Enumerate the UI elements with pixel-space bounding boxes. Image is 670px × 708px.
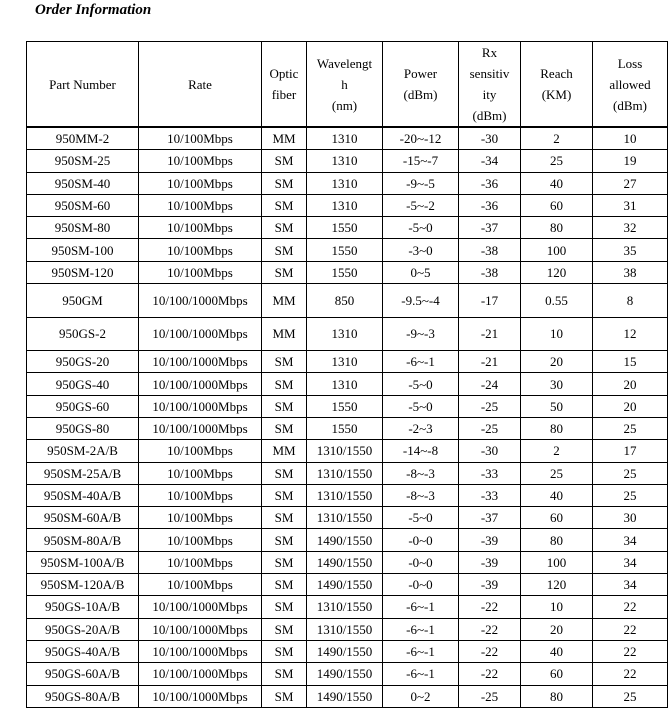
cell-rx-sensitivity: -39 xyxy=(459,551,521,573)
cell-wavelength: 1490/1550 xyxy=(307,529,383,551)
cell-optic-fiber: SM xyxy=(262,484,307,506)
cell-rx-sensitivity: -38 xyxy=(459,239,521,261)
order-table xyxy=(26,41,668,708)
cell-wavelength: 1310 xyxy=(307,194,383,216)
cell-loss-allowed: 34 xyxy=(593,551,668,573)
cell-reach: 40 xyxy=(521,172,593,194)
cell-loss-allowed: 25 xyxy=(593,462,668,484)
cell-loss-allowed: 8 xyxy=(593,284,668,318)
cell-power: -9~-5 xyxy=(383,172,459,194)
cell-loss-allowed: 17 xyxy=(593,440,668,462)
cell-wavelength: 1310/1550 xyxy=(307,484,383,506)
cell-rate: 10/100/1000Mbps xyxy=(139,373,262,395)
cell-reach: 60 xyxy=(521,663,593,685)
cell-rate: 10/100/1000Mbps xyxy=(139,395,262,417)
cell-loss-allowed: 34 xyxy=(593,574,668,596)
table-row xyxy=(27,150,668,172)
cell-wavelength: 1310/1550 xyxy=(307,596,383,618)
cell-power: -5~0 xyxy=(383,373,459,395)
cell-wavelength: 1490/1550 xyxy=(307,640,383,662)
cell-rx-sensitivity: -24 xyxy=(459,373,521,395)
table-row xyxy=(27,440,668,462)
cell-wavelength: 1550 xyxy=(307,261,383,283)
cell-wavelength: 1490/1550 xyxy=(307,574,383,596)
table-row xyxy=(27,618,668,640)
cell-reach: 60 xyxy=(521,194,593,216)
cell-loss-allowed: 12 xyxy=(593,317,668,351)
table-row xyxy=(27,484,668,506)
cell-loss-allowed: 38 xyxy=(593,261,668,283)
cell-rate: 10/100/1000Mbps xyxy=(139,640,262,662)
header-optic-fiber: Optic fiber xyxy=(262,42,307,128)
cell-optic-fiber: SM xyxy=(262,663,307,685)
cell-power: -0~0 xyxy=(383,551,459,573)
cell-optic-fiber: SM xyxy=(262,261,307,283)
table-row xyxy=(27,127,668,150)
cell-power: -9.5~-4 xyxy=(383,284,459,318)
cell-part-number: 950SM-120 xyxy=(27,261,139,283)
cell-optic-fiber: MM xyxy=(262,284,307,318)
table-row xyxy=(27,172,668,194)
cell-loss-allowed: 30 xyxy=(593,507,668,529)
cell-optic-fiber: SM xyxy=(262,596,307,618)
table-row xyxy=(27,529,668,551)
cell-rate: 10/100/1000Mbps xyxy=(139,663,262,685)
cell-optic-fiber: MM xyxy=(262,440,307,462)
header-rate: Rate xyxy=(139,42,262,128)
header-part-number: Part Number xyxy=(27,42,139,128)
table-row xyxy=(27,317,668,351)
table-row xyxy=(27,507,668,529)
table-row xyxy=(27,596,668,618)
cell-part-number: 950SM-2A/B xyxy=(27,440,139,462)
cell-rx-sensitivity: -30 xyxy=(459,127,521,150)
cell-power: -5~0 xyxy=(383,395,459,417)
cell-power: -3~0 xyxy=(383,239,459,261)
cell-optic-fiber: SM xyxy=(262,417,307,439)
cell-rate: 10/100/1000Mbps xyxy=(139,596,262,618)
cell-wavelength: 1310/1550 xyxy=(307,507,383,529)
cell-reach: 40 xyxy=(521,640,593,662)
cell-optic-fiber: SM xyxy=(262,551,307,573)
cell-part-number: 950GS-20A/B xyxy=(27,618,139,640)
cell-reach: 10 xyxy=(521,596,593,618)
cell-optic-fiber: SM xyxy=(262,462,307,484)
cell-power: -8~-3 xyxy=(383,462,459,484)
cell-reach: 40 xyxy=(521,484,593,506)
cell-optic-fiber: MM xyxy=(262,317,307,351)
cell-rate: 10/100Mbps xyxy=(139,551,262,573)
cell-wavelength: 1550 xyxy=(307,217,383,239)
cell-wavelength: 1550 xyxy=(307,417,383,439)
cell-rate: 10/100Mbps xyxy=(139,194,262,216)
table-header xyxy=(27,42,668,128)
cell-rx-sensitivity: -17 xyxy=(459,284,521,318)
cell-wavelength: 1490/1550 xyxy=(307,551,383,573)
cell-loss-allowed: 25 xyxy=(593,417,668,439)
header-wavelength: Wavelengt h (nm) xyxy=(307,42,383,128)
cell-reach: 100 xyxy=(521,239,593,261)
cell-part-number: 950SM-120A/B xyxy=(27,574,139,596)
cell-rate: 10/100Mbps xyxy=(139,172,262,194)
cell-wavelength: 1490/1550 xyxy=(307,663,383,685)
cell-rx-sensitivity: -33 xyxy=(459,484,521,506)
cell-wavelength: 1550 xyxy=(307,239,383,261)
cell-rate: 10/100Mbps xyxy=(139,261,262,283)
cell-part-number: 950SM-100A/B xyxy=(27,551,139,573)
cell-rx-sensitivity: -37 xyxy=(459,217,521,239)
cell-power: -0~0 xyxy=(383,529,459,551)
cell-power: -9~-3 xyxy=(383,317,459,351)
cell-rate: 10/100Mbps xyxy=(139,127,262,150)
cell-part-number: 950GS-40A/B xyxy=(27,640,139,662)
cell-loss-allowed: 25 xyxy=(593,484,668,506)
cell-power: -5~0 xyxy=(383,507,459,529)
cell-loss-allowed: 22 xyxy=(593,663,668,685)
cell-loss-allowed: 22 xyxy=(593,596,668,618)
cell-rate: 10/100Mbps xyxy=(139,150,262,172)
cell-rx-sensitivity: -38 xyxy=(459,261,521,283)
cell-reach: 20 xyxy=(521,618,593,640)
cell-wavelength: 1310/1550 xyxy=(307,440,383,462)
cell-rx-sensitivity: -22 xyxy=(459,663,521,685)
table-row xyxy=(27,261,668,283)
cell-power: -6~-1 xyxy=(383,351,459,373)
cell-rx-sensitivity: -21 xyxy=(459,317,521,351)
cell-loss-allowed: 10 xyxy=(593,127,668,150)
cell-power: -20~-12 xyxy=(383,127,459,150)
cell-optic-fiber: SM xyxy=(262,640,307,662)
table-row xyxy=(27,551,668,573)
cell-rx-sensitivity: -22 xyxy=(459,640,521,662)
cell-part-number: 950SM-40A/B xyxy=(27,484,139,506)
cell-rate: 10/100Mbps xyxy=(139,484,262,506)
cell-power: -2~3 xyxy=(383,417,459,439)
cell-loss-allowed: 19 xyxy=(593,150,668,172)
page-title: Order Information xyxy=(35,2,152,18)
cell-power: -6~-1 xyxy=(383,640,459,662)
cell-reach: 30 xyxy=(521,373,593,395)
cell-optic-fiber: SM xyxy=(262,529,307,551)
cell-part-number: 950GS-40 xyxy=(27,373,139,395)
cell-part-number: 950SM-80 xyxy=(27,217,139,239)
cell-wavelength: 1310 xyxy=(307,351,383,373)
cell-wavelength: 1550 xyxy=(307,395,383,417)
cell-power: 0~2 xyxy=(383,685,459,707)
cell-rate: 10/100/1000Mbps xyxy=(139,284,262,318)
cell-rate: 10/100Mbps xyxy=(139,440,262,462)
cell-reach: 25 xyxy=(521,150,593,172)
cell-rate: 10/100Mbps xyxy=(139,217,262,239)
cell-rx-sensitivity: -30 xyxy=(459,440,521,462)
cell-wavelength: 1310 xyxy=(307,317,383,351)
cell-part-number: 950GS-20 xyxy=(27,351,139,373)
cell-rate: 10/100/1000Mbps xyxy=(139,351,262,373)
cell-power: -5~0 xyxy=(383,217,459,239)
cell-part-number: 950GS-80 xyxy=(27,417,139,439)
cell-part-number: 950GS-80A/B xyxy=(27,685,139,707)
cell-power: -0~0 xyxy=(383,574,459,596)
cell-reach: 80 xyxy=(521,685,593,707)
cell-part-number: 950MM-2 xyxy=(27,127,139,150)
cell-rate: 10/100/1000Mbps xyxy=(139,685,262,707)
cell-rate: 10/100/1000Mbps xyxy=(139,317,262,351)
cell-reach: 25 xyxy=(521,462,593,484)
table-row xyxy=(27,239,668,261)
cell-rate: 10/100/1000Mbps xyxy=(139,618,262,640)
cell-optic-fiber: SM xyxy=(262,574,307,596)
cell-reach: 80 xyxy=(521,217,593,239)
table-row xyxy=(27,462,668,484)
cell-loss-allowed: 25 xyxy=(593,685,668,707)
table-row xyxy=(27,351,668,373)
table-row xyxy=(27,373,668,395)
cell-reach: 2 xyxy=(521,127,593,150)
table-row xyxy=(27,395,668,417)
cell-optic-fiber: SM xyxy=(262,351,307,373)
header-power: Power (dBm) xyxy=(383,42,459,128)
cell-power: -6~-1 xyxy=(383,663,459,685)
cell-loss-allowed: 15 xyxy=(593,351,668,373)
cell-part-number: 950GS-60 xyxy=(27,395,139,417)
cell-wavelength: 1310/1550 xyxy=(307,618,383,640)
table-row xyxy=(27,574,668,596)
cell-wavelength: 1490/1550 xyxy=(307,685,383,707)
cell-reach: 2 xyxy=(521,440,593,462)
cell-reach: 80 xyxy=(521,529,593,551)
cell-power: -5~-2 xyxy=(383,194,459,216)
cell-reach: 100 xyxy=(521,551,593,573)
cell-power: -14~-8 xyxy=(383,440,459,462)
cell-part-number: 950SM-60A/B xyxy=(27,507,139,529)
cell-wavelength: 850 xyxy=(307,284,383,318)
table-row xyxy=(27,284,668,318)
header-rx-sensitivity: Rx sensitiv ity (dBm) xyxy=(459,42,521,128)
cell-rate: 10/100Mbps xyxy=(139,239,262,261)
cell-optic-fiber: SM xyxy=(262,217,307,239)
table-row xyxy=(27,663,668,685)
table-row xyxy=(27,217,668,239)
cell-rate: 10/100Mbps xyxy=(139,529,262,551)
cell-rx-sensitivity: -36 xyxy=(459,172,521,194)
cell-power: -15~-7 xyxy=(383,150,459,172)
cell-loss-allowed: 32 xyxy=(593,217,668,239)
cell-rate: 10/100/1000Mbps xyxy=(139,417,262,439)
cell-wavelength: 1310 xyxy=(307,172,383,194)
table-row xyxy=(27,417,668,439)
cell-reach: 50 xyxy=(521,395,593,417)
cell-optic-fiber: SM xyxy=(262,507,307,529)
cell-power: 0~5 xyxy=(383,261,459,283)
cell-rx-sensitivity: -25 xyxy=(459,395,521,417)
cell-rx-sensitivity: -34 xyxy=(459,150,521,172)
cell-loss-allowed: 20 xyxy=(593,373,668,395)
cell-rx-sensitivity: -39 xyxy=(459,574,521,596)
cell-optic-fiber: SM xyxy=(262,373,307,395)
cell-optic-fiber: SM xyxy=(262,685,307,707)
cell-part-number: 950SM-60 xyxy=(27,194,139,216)
cell-power: -8~-3 xyxy=(383,484,459,506)
cell-part-number: 950GS-10A/B xyxy=(27,596,139,618)
cell-optic-fiber: SM xyxy=(262,618,307,640)
cell-rate: 10/100Mbps xyxy=(139,462,262,484)
cell-wavelength: 1310 xyxy=(307,150,383,172)
cell-part-number: 950GS-60A/B xyxy=(27,663,139,685)
cell-part-number: 950GS-2 xyxy=(27,317,139,351)
cell-reach: 120 xyxy=(521,574,593,596)
cell-wavelength: 1310 xyxy=(307,127,383,150)
cell-loss-allowed: 34 xyxy=(593,529,668,551)
cell-loss-allowed: 22 xyxy=(593,618,668,640)
header-row xyxy=(27,42,668,128)
cell-loss-allowed: 22 xyxy=(593,640,668,662)
header-reach: Reach (KM) xyxy=(521,42,593,128)
cell-loss-allowed: 20 xyxy=(593,395,668,417)
cell-power: -6~-1 xyxy=(383,618,459,640)
cell-wavelength: 1310/1550 xyxy=(307,462,383,484)
table-body xyxy=(27,127,668,707)
cell-rx-sensitivity: -37 xyxy=(459,507,521,529)
cell-part-number: 950SM-25A/B xyxy=(27,462,139,484)
cell-optic-fiber: SM xyxy=(262,194,307,216)
cell-part-number: 950SM-40 xyxy=(27,172,139,194)
cell-loss-allowed: 35 xyxy=(593,239,668,261)
cell-rx-sensitivity: -39 xyxy=(459,529,521,551)
cell-rx-sensitivity: -22 xyxy=(459,618,521,640)
cell-power: -6~-1 xyxy=(383,596,459,618)
cell-wavelength: 1310 xyxy=(307,373,383,395)
cell-optic-fiber: SM xyxy=(262,239,307,261)
cell-rx-sensitivity: -25 xyxy=(459,685,521,707)
cell-part-number: 950SM-100 xyxy=(27,239,139,261)
cell-reach: 120 xyxy=(521,261,593,283)
header-loss-allowed: Loss allowed (dBm) xyxy=(593,42,668,128)
cell-optic-fiber: SM xyxy=(262,172,307,194)
table-row xyxy=(27,194,668,216)
cell-optic-fiber: SM xyxy=(262,395,307,417)
cell-reach: 80 xyxy=(521,417,593,439)
cell-rx-sensitivity: -33 xyxy=(459,462,521,484)
cell-rx-sensitivity: -25 xyxy=(459,417,521,439)
cell-reach: 60 xyxy=(521,507,593,529)
cell-rx-sensitivity: -22 xyxy=(459,596,521,618)
cell-rate: 10/100Mbps xyxy=(139,574,262,596)
cell-part-number: 950SM-80A/B xyxy=(27,529,139,551)
cell-loss-allowed: 31 xyxy=(593,194,668,216)
cell-reach: 0.55 xyxy=(521,284,593,318)
cell-optic-fiber: SM xyxy=(262,150,307,172)
cell-reach: 20 xyxy=(521,351,593,373)
cell-part-number: 950GM xyxy=(27,284,139,318)
cell-rx-sensitivity: -36 xyxy=(459,194,521,216)
cell-loss-allowed: 27 xyxy=(593,172,668,194)
cell-optic-fiber: MM xyxy=(262,127,307,150)
cell-rx-sensitivity: -21 xyxy=(459,351,521,373)
cell-part-number: 950SM-25 xyxy=(27,150,139,172)
cell-rate: 10/100Mbps xyxy=(139,507,262,529)
table-row xyxy=(27,640,668,662)
cell-reach: 10 xyxy=(521,317,593,351)
